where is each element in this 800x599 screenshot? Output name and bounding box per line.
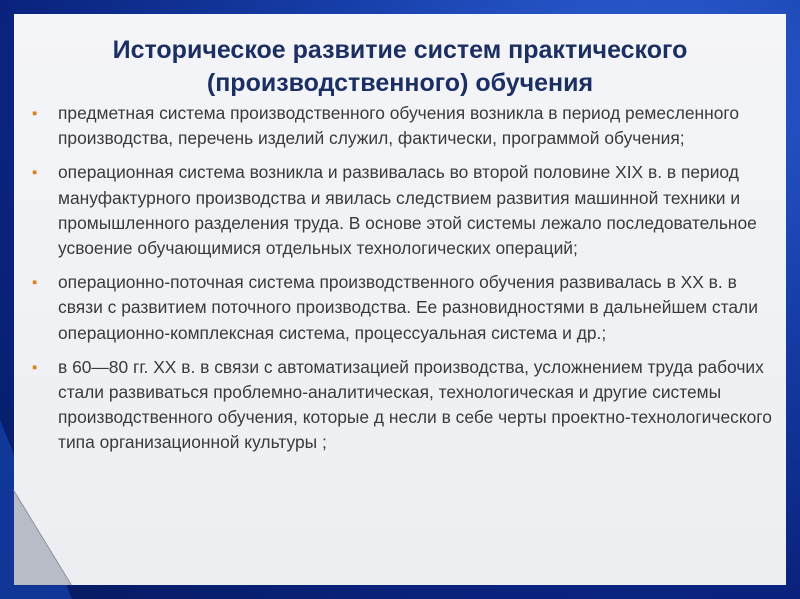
list-item-text: предметная система производственного обучения возникла в период ремесленного производства, перечень изделий служил, фактически, программой обучения; (58, 103, 740, 149)
list-item-text: операционно-поточная система производственного обучения развивалась в XX в. в связи с развитием поточного производства. Ее разновидностями в дальнейшем стали операционно-комплексная система, процессуальная система и др.; (58, 272, 758, 343)
slide-title: Историческое развитие систем практического (производственного) обучения (112, 36, 688, 97)
list-item (30, 355, 782, 456)
square-bullet-icon: ▪ (32, 274, 38, 292)
list-item-text: операционная система возникла и развивалась во второй половине XIX в. в период мануфактурного производства и явилась следствием развития машинной техники и промышленного разделения труда. В основе этой системы лежало последовательное усвоение обучающимися отдельных технологических операций; (58, 162, 757, 259)
list-item (30, 160, 782, 261)
list-item (30, 270, 782, 346)
list-item (30, 101, 782, 151)
bullet-list (30, 101, 782, 465)
list-item-text: в 60—80 гг. XX в. в связи с автоматизацией производства, усложнением труда рабочих стали развиваться проблемно-аналитическая, технологическая и другие системы производственного обучения, которые д несли в себе черты проектно-технологического типа организационной культуры ; (58, 356, 772, 453)
square-bullet-icon: ▪ (32, 105, 38, 122)
square-bullet-icon: ▪ (32, 358, 38, 376)
square-bullet-icon: ▪ (32, 164, 38, 182)
